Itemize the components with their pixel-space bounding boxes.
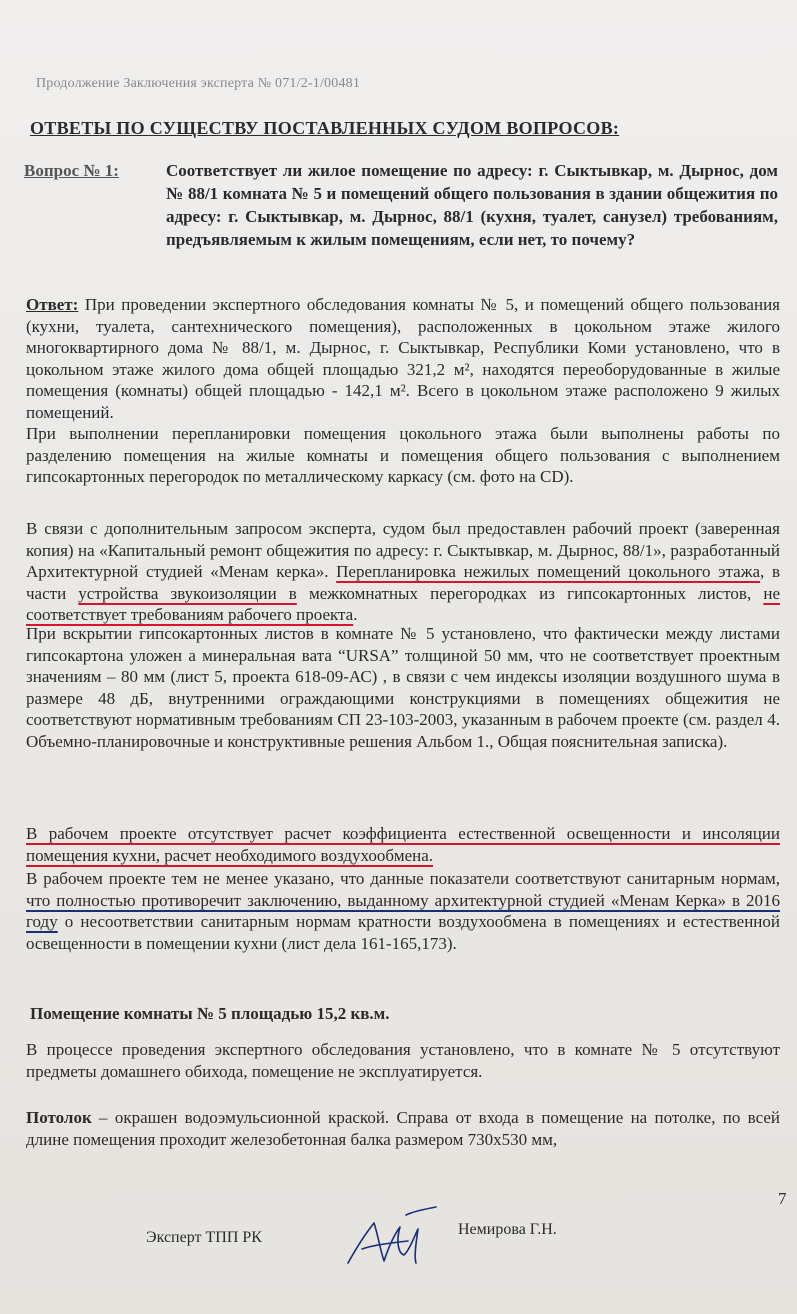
answer-paragraph-2 [26, 518, 780, 626]
room-title: Помещение комнаты № 5 площадью 15,2 кв.м. [30, 1004, 390, 1023]
room-paragraph: В процессе проведения экспертного обследования установлено, что в комнате № 5 отсутствуют предметы домашнего обихода, помещение не эксплуатируется. [26, 1040, 780, 1081]
answer-paragraph-3: При вскрытии гипсокартонных листов в комнате № 5 установлено, что фактически между листами гипсокартона уложен а минеральная вата “URSA” толщиной 50 мм, что не соответствует проектным значениям – 80 мм (лист 5, проекта 618-09-АС) , в связи с чем индексы изоляции воздушного шума в размере 48 дБ, внутренними ограждающими конструкциями в помещениях общежития не соответствуют нормативным требованиям СП 23-103-2003, указанным в рабочем проекте (см. раздел 4. Объемно-планировочные и конструктивные решения Альбом 1., Общая пояснительная записка). [26, 624, 780, 751]
signature-name: Немирова Г.Н. [458, 1221, 557, 1238]
ceiling-text: – окрашен водоэмульсионной краской. Справа от входа в помещение на потолке, по всей длине помещения проходит железобетонная балка размером 730х530 мм, [26, 1108, 780, 1149]
answer-text-5c: о несоответствии санитарным нормам кратности воздухообмена в помещениях и естественной освещенности в помещении кухни (лист дела 161-165,173). [26, 912, 780, 953]
answer-text-1b: При выполнении перепланировки помещения цокольного этажа были выполнены работы по разделению помещения на жилые комнаты и помещения общего пользования с выполнением гипсокартонных перегородок по металлическому каркасу (см. фото на CD). [26, 424, 780, 486]
question-label: Вопрос № 1: [24, 161, 119, 180]
handwritten-signature [344, 1205, 440, 1269]
answer-paragraph-1 [26, 294, 780, 488]
answer-paragraph-4 [26, 823, 780, 866]
answer-text-2c: , в части [26, 562, 781, 603]
answer-text-2a: В связи с дополнительным запросом эксперта, судом был предоставлен рабочий проект (заверенная копия) на «Капитальный ремонт общежития по адресу: г. Сыктывкар, м. Дырнос, 88/1», разработанный Архитектурной студией «Менам керка». [26, 519, 780, 581]
answer-text-2g: . [353, 605, 358, 624]
signature-role: Эксперт ТПП РК [146, 1229, 262, 1246]
answer-text-1: При проведении экспертного обследования комнаты № 5, и помещений общего пользования (кухни, туалета, сантехнического помещения), расположенных в цокольном этаже жилого многоквартирного дома № 88/1, м. Дырнос, г. Сыктывкар, Республики Коми установлено, что в цокольном этаже жилого дома общей площадью 321,2 м², находятся переоборудованные в жилые помещения (комнаты) общей площадью - 142,1 м². Всего в цокольном этаже расположено 9 жилых помещений. [26, 295, 780, 422]
answer-paragraph-5 [26, 868, 780, 954]
highlight-soundproofing: устройства звукоизоляции в [78, 583, 297, 603]
answer-label: Ответ: [26, 295, 79, 314]
highlight-noncompliance: не соответствует требованиям рабочего проекта [26, 583, 780, 624]
highlight-replanning: Перепланировка нежилых помещений цокольного этажа [336, 562, 761, 581]
page-number: 7 [778, 1189, 787, 1208]
ceiling-label: Потолок [26, 1108, 92, 1127]
ceiling-paragraph [26, 1107, 780, 1150]
highlight-contradiction: что полностью противоречит заключению, выданному архитектурной студией «Менам Керка» в 2016 году [26, 890, 780, 931]
answer-text-2e: межкомнатных перегородках из гипсокартонных листов, [296, 583, 764, 603]
section-title: ОТВЕТЫ ПО СУЩЕСТВУ ПОСТАВЛЕННЫХ СУДОМ ВОПРОСОВ: [30, 118, 620, 138]
question-text: Соответствует ли жилое помещение по адресу: г. Сыктывкар, м. Дырнос, дом № 88/1 комната № 5 и помещений общего пользования в здании общежития по адресу: г. Сыктывкар, м. Дырнос, 88/1 (кухня, туалет, санузел) требованиям, предъявляемым к жилым помещениям, если нет, то почему? [166, 161, 778, 249]
highlight-missing-calculation: В рабочем проекте отсутствует расчет коэффициента естественной освещенности и инсоляции помещения кухни, расчет необходимого воздухообмена. [26, 824, 780, 865]
document-header: Продолжение Заключения эксперта № 071/2-1/00481 [36, 76, 361, 91]
answer-text-5a: В рабочем проекте тем не менее указано, что данные показатели соответствуют санитарным нормам, [26, 869, 780, 888]
